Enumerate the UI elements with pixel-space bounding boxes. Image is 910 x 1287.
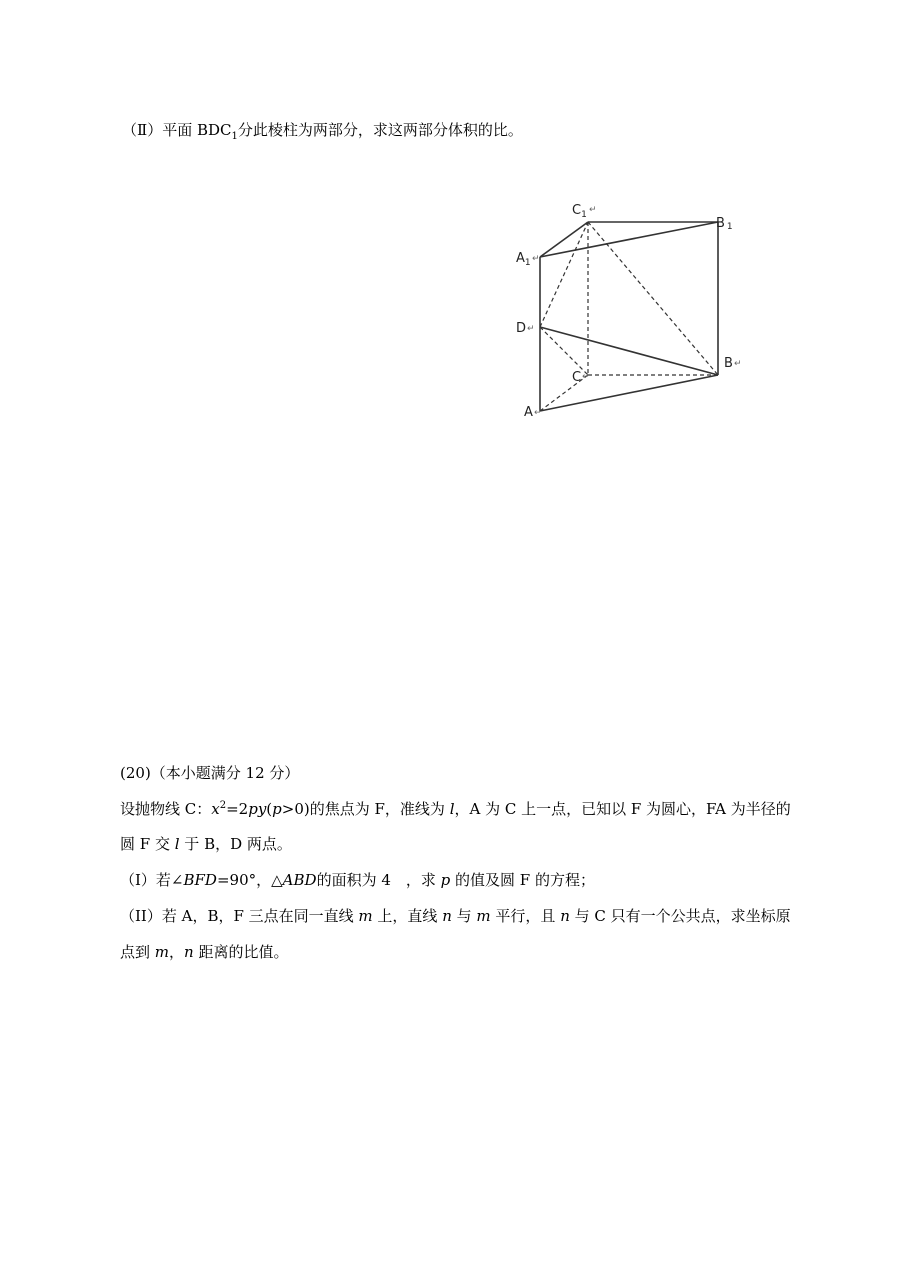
- p20-p2l2-t3: 距离的比值。: [193, 943, 289, 961]
- p20-p1-t1: （I）若∠: [120, 871, 184, 889]
- part2-question-subscript: 1: [231, 131, 238, 142]
- problem20-heading-text: (20)（本小题满分 12 分）: [120, 764, 300, 782]
- p20-l2-t2: 于 B，D 两点。: [179, 835, 292, 853]
- return-mark-c: ↵: [582, 372, 590, 382]
- label-b1: B 1: [716, 216, 733, 232]
- label-b: B: [724, 356, 733, 371]
- var-l: l: [449, 800, 455, 818]
- var-abd: ABD: [282, 871, 317, 889]
- p20-l1-t3: (: [266, 800, 273, 818]
- edge-a-b: [540, 375, 718, 411]
- part2-question: [122, 120, 523, 140]
- p20-p2l2-t1: 点到: [120, 943, 155, 961]
- edge-a1-b1: [540, 222, 718, 257]
- p20-l2-t1: 圆 F 交: [120, 835, 175, 853]
- p20-p2-t1: （II）若 A，B，F 三点在同一直线: [120, 907, 359, 925]
- prism-figure: [500, 190, 760, 430]
- p20-p2l2-t2: ，: [169, 943, 185, 961]
- p20-p1-t2: =90°，△: [216, 871, 283, 889]
- return-mark-c1: ↵: [589, 205, 597, 215]
- problem20-line1: [120, 799, 791, 819]
- var-bfd: BFD: [183, 871, 217, 889]
- var-x: x: [211, 800, 220, 818]
- label-c: C: [572, 370, 582, 385]
- problem20-part2-line2: [120, 942, 288, 962]
- var-m: m: [154, 943, 170, 961]
- p20-p2-t4: 平行，且: [490, 907, 561, 925]
- problem20-part2-line1: [120, 906, 791, 926]
- return-mark-a: ↵: [534, 408, 542, 418]
- p20-l1-t2: =2: [226, 800, 249, 818]
- problem20-heading: [120, 763, 299, 783]
- p20-p2-t2: 上，直线: [372, 907, 443, 925]
- edge-d-b: [540, 327, 718, 375]
- problem20-line2: [120, 834, 292, 854]
- p20-l1-t1: 设抛物线 C：: [120, 800, 212, 818]
- return-mark-b: ↵: [734, 359, 742, 369]
- return-mark-a1: ↵: [532, 254, 540, 264]
- var-l: l: [174, 835, 180, 853]
- label-d: D: [516, 321, 527, 336]
- p20-l1-t5: ，A 为 C 上一点，已知以 F 为圆心，FA 为半径的: [454, 800, 791, 818]
- var-n: n: [560, 907, 570, 925]
- var-n: n: [442, 907, 452, 925]
- var-p: p: [440, 871, 451, 889]
- p20-l1-t4: >0)的焦点为 F，准线为: [281, 800, 450, 818]
- part2-question-suffix: 分此棱柱为两部分，求这两部分体积的比。: [237, 121, 523, 139]
- label-c1: $C_1$: [572, 203, 587, 220]
- var-m: m: [358, 907, 373, 925]
- p20-p2-t5: 与 C 只有一个公共点，求坐标原: [569, 907, 791, 925]
- p20-p1-t4: 的值及圆 F 的方程；: [450, 871, 595, 889]
- var-p: p: [272, 800, 282, 818]
- var-m: m: [476, 907, 491, 925]
- return-mark-d: ↵: [527, 324, 535, 334]
- p20-p1-t3: 的面积为 4 ，求: [316, 871, 441, 889]
- var-n: n: [184, 943, 194, 961]
- problem20-part1: [120, 870, 595, 890]
- var-py: py: [248, 800, 267, 818]
- exponent-2: 2: [219, 800, 227, 811]
- label-a: A: [524, 405, 533, 420]
- dashed-d-c1: [540, 222, 588, 327]
- label-a1: $A_1$: [516, 251, 531, 268]
- part2-question-prefix: （Ⅱ）平面 BDC: [122, 121, 232, 139]
- p20-p2-t3: 与: [451, 907, 477, 925]
- dashed-c1-b: [588, 222, 718, 375]
